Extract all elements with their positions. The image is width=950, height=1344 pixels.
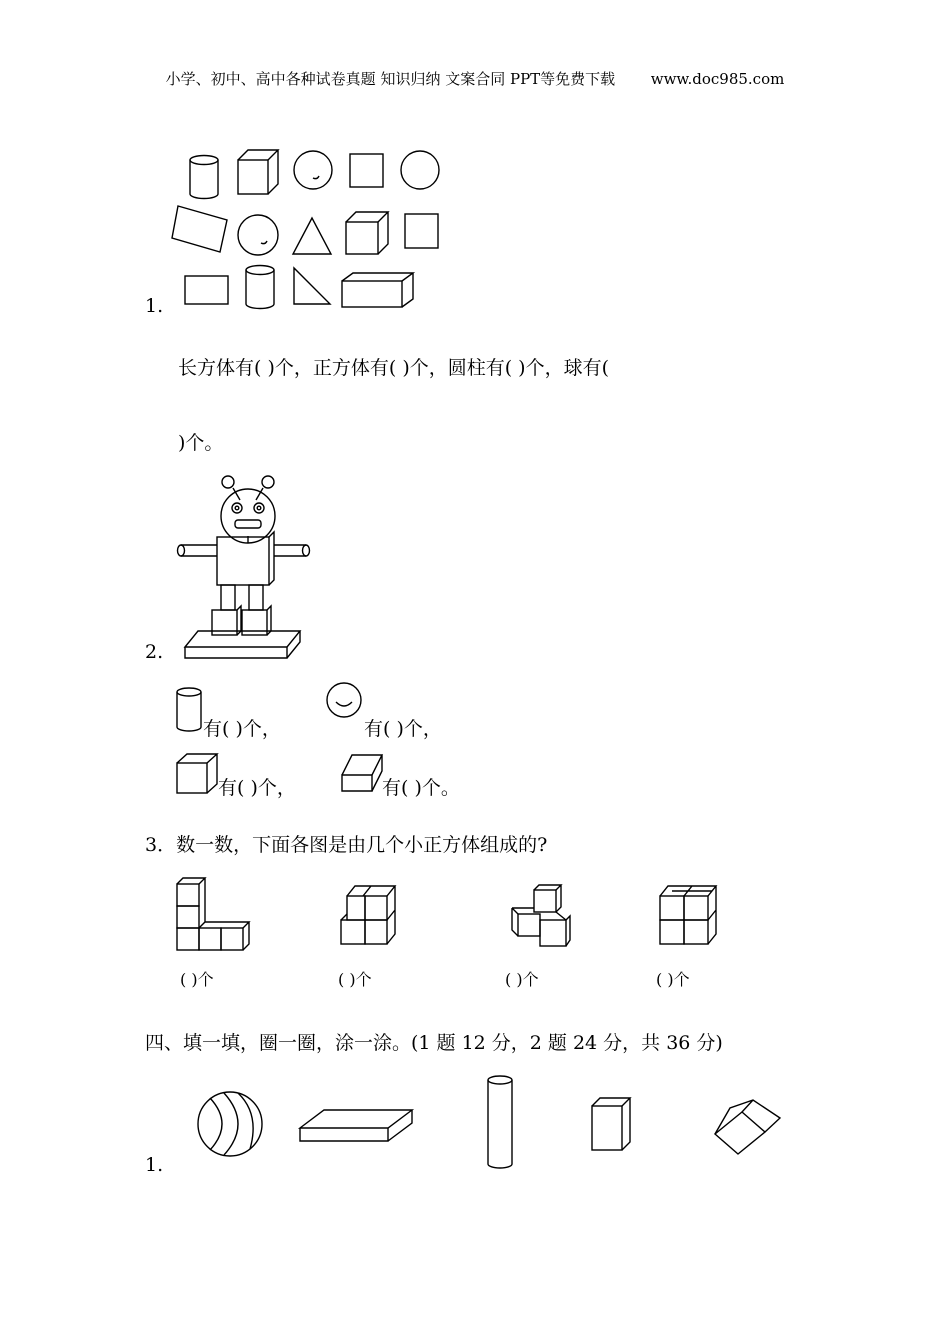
square-shape (350, 154, 383, 187)
q3-answer-3: ( )个 (505, 970, 539, 989)
circle-shape (401, 151, 439, 189)
triangle-shape (293, 218, 331, 254)
cube-stack-2x2-block (656, 882, 726, 948)
q1-question-line1: 长方体有( )个，正方体有( )个，圆柱有( )个，球有( (178, 357, 610, 379)
square-shape (405, 214, 438, 248)
section4-title: 四、填一填，圈一圈，涂一涂。(1 题 12 分，2 题 24 分，共 36 分) (145, 1032, 723, 1054)
header-website: www.doc985.com (650, 70, 785, 88)
cube-shape (238, 150, 278, 194)
flat-cuboid-shape (300, 1110, 412, 1141)
q2-sphere-count: 有( )个， (364, 718, 442, 740)
cylinder-shape (190, 156, 218, 199)
q3-answer-2: ( )个 (338, 970, 372, 989)
tilted-cube-shape (715, 1100, 780, 1154)
sphere-shape (294, 151, 332, 189)
cube-stack-pyramid (508, 884, 578, 950)
robot-figure (170, 470, 330, 665)
header-left-text: 小学、初中、高中各种试卷真题 知识归纳 文案合同 PPT等免费下载 (165, 70, 616, 88)
cube-stack-2x2x2 (340, 880, 410, 950)
q3-answer-4: ( )个 (656, 970, 690, 989)
section4-shapes-figure (190, 1074, 790, 1178)
cube-stack-l-shape (176, 876, 256, 956)
page-header (0, 68, 950, 89)
rectangle-shape (185, 276, 228, 304)
cube-icon (176, 753, 222, 797)
parallelogram-shape (172, 206, 227, 252)
q2-cylinder-count: 有( )个， (203, 718, 281, 740)
cuboid-shape (342, 273, 413, 307)
ball-shape (198, 1092, 262, 1156)
q1-question-line2: )个。 (178, 432, 224, 454)
section4-q1-number: 1. (145, 1154, 164, 1176)
q2-cube-count: 有( )个， (218, 777, 296, 799)
sphere-icon (326, 682, 366, 722)
upright-cuboid-shape (592, 1098, 630, 1150)
sphere-shape (238, 215, 278, 255)
tall-cylinder-shape (488, 1076, 512, 1168)
cube-shape (346, 212, 388, 254)
q2-number: 2. (145, 641, 164, 663)
q2-cuboid-count: 有( )个。 (382, 777, 460, 799)
cylinder-shape (246, 266, 274, 309)
q1-number: 1. (145, 295, 164, 317)
q3-title: 3．数一数，下面各图是由几个小正方体组成的? (145, 834, 548, 856)
cuboid-icon (340, 753, 388, 793)
q1-shapes-figure (170, 140, 460, 320)
q3-answer-1: ( )个 (180, 970, 214, 989)
right-triangle-shape (294, 268, 330, 304)
cylinder-icon (175, 685, 205, 735)
